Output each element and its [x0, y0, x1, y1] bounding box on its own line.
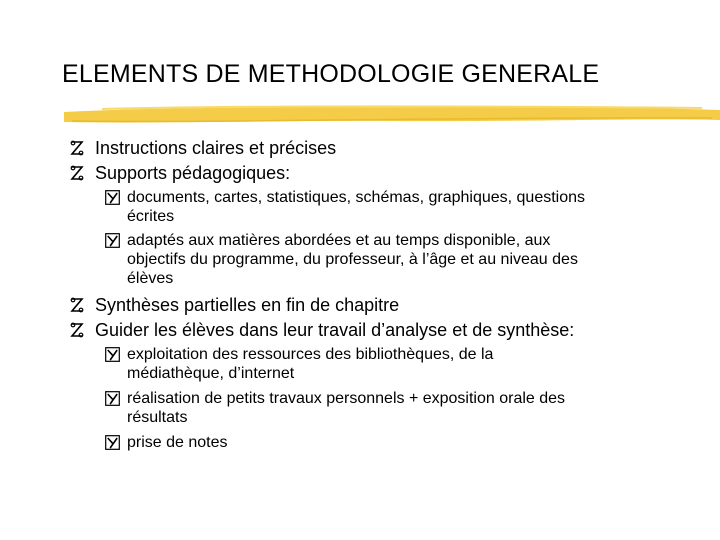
sub-bullet-text [127, 345, 657, 383]
sub-bullet-line: adaptés aux matières abordées et au temps disponible, aux [127, 232, 551, 249]
command-key-icon [70, 297, 84, 313]
command-key-icon [70, 165, 84, 181]
sub-bullet-line: réalisation de petits travaux personnels + exposition orale des [127, 390, 566, 407]
checkbox-y-icon [105, 391, 120, 406]
sub-bullet-line: documents, cartes, statistiques, schémas, graphiques, questions [127, 189, 586, 206]
sub-bullet-text [127, 389, 657, 427]
bullet-text: Synthèses partielles en fin de chapitre [95, 295, 400, 315]
sub-bullet-text [127, 433, 657, 452]
sub-bullet-line: objectifs du programme, du professeur, à l’âge et au niveau des [127, 251, 578, 268]
bullet-text: Instructions claires et précises [95, 138, 337, 158]
command-key-icon [70, 140, 84, 156]
sub-bullet-line: médiathèque, d’internet [127, 365, 295, 382]
sub-bullet-line: résultats [127, 409, 188, 426]
checkbox-y-icon [105, 435, 120, 450]
sub-bullet-text [127, 231, 657, 288]
bullet-text: Guider les élèves dans leur travail d’analyse et de synthèse: [95, 320, 575, 340]
sub-bullet-line: prise de notes [127, 434, 228, 451]
checkbox-y-icon [105, 190, 120, 205]
command-key-icon [70, 322, 84, 338]
title-underline-brushstroke [62, 102, 720, 128]
sub-bullet-line: élèves [127, 270, 174, 287]
checkbox-y-icon [105, 233, 120, 248]
slide-title: ELEMENTS DE METHODOLOGIE GENERALE [62, 60, 600, 88]
sub-bullet-line: exploitation des ressources des bibliothèques, de la [127, 346, 494, 363]
sub-bullet-text [127, 188, 657, 226]
sub-bullet-line: écrites [127, 208, 175, 225]
checkbox-y-icon [105, 347, 120, 362]
bullet-text: Supports pédagogiques: [95, 163, 291, 183]
